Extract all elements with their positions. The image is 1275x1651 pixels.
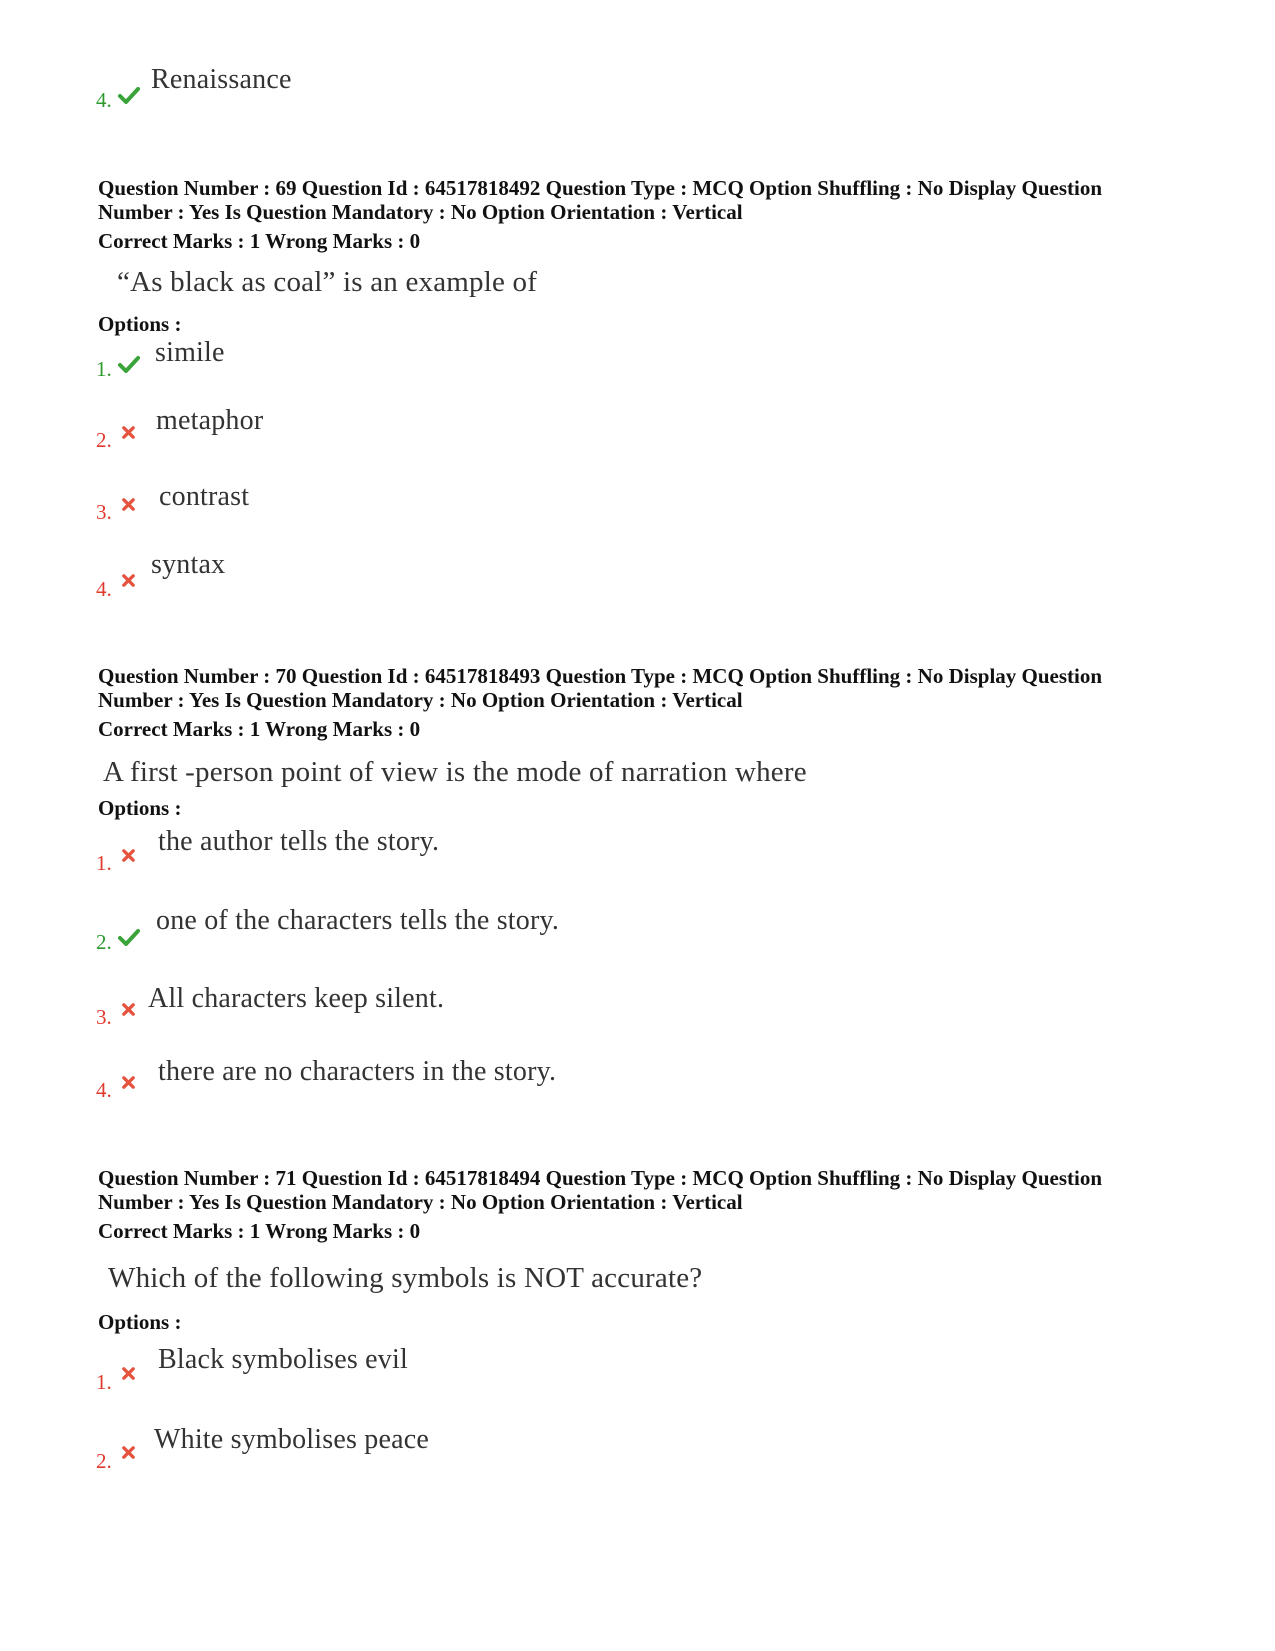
option-number: 1. [96,851,112,875]
option-text: there are no characters in the story. [158,1056,557,1087]
option-text: White symbolises peace [154,1424,429,1455]
option-number: 2. [96,1449,112,1473]
option-number: 2. [96,930,112,954]
check-icon [118,86,140,104]
question-meta-line-2: Number : Yes Is Question Mandatory : No Option Orientation : Vertical [98,688,743,712]
option-text: syntax [151,549,226,580]
option-text: Renaissance [151,64,292,95]
question-meta-line-1: Question Number : 69 Question Id : 64517818492 Question Type : MCQ Option Shuffling : No Display Question [98,176,1103,200]
option-number: 3. [96,1005,112,1029]
check-icon [118,355,140,373]
question-meta-line-1: Question Number : 71 Question Id : 64517818494 Question Type : MCQ Option Shuffling : No Display Question [98,1166,1103,1190]
option-number: 4. [96,577,112,601]
option-text: contrast [159,481,250,512]
question-marks: Correct Marks : 1 Wrong Marks : 0 [98,717,421,741]
question-text: A first -person point of view is the mode of narration where [103,756,807,788]
cross-icon [121,1366,136,1381]
option-text: the author tells the story. [158,826,440,857]
cross-icon [121,1002,136,1017]
question-text: Which of the following symbols is NOT accurate? [108,1262,703,1294]
check-icon [118,928,140,946]
cross-icon [121,1445,136,1460]
option-text: simile [155,337,225,368]
option-number: 1. [96,357,112,381]
option-text: All characters keep silent. [148,983,445,1014]
question-meta-line-1: Question Number : 70 Question Id : 64517818493 Question Type : MCQ Option Shuffling : No Display Question [98,664,1103,688]
question-marks: Correct Marks : 1 Wrong Marks : 0 [98,1219,421,1243]
option-number: 3. [96,500,112,524]
cross-icon [121,573,136,588]
question-text: “As black as coal” is an example of [117,266,538,298]
options-label: Options : [98,796,182,820]
option-number: 2. [96,428,112,452]
option-text: Black symbolises evil [158,1344,408,1375]
option-number: 4. [96,88,112,112]
question-meta-line-2: Number : Yes Is Question Mandatory : No Option Orientation : Vertical [98,1190,743,1214]
option-number: 4. [96,1078,112,1102]
cross-icon [121,425,136,440]
cross-icon [121,848,136,863]
question-meta-line-2: Number : Yes Is Question Mandatory : No Option Orientation : Vertical [98,200,743,224]
cross-icon [121,497,136,512]
question-marks: Correct Marks : 1 Wrong Marks : 0 [98,229,421,253]
option-text: one of the characters tells the story. [156,905,560,936]
options-label: Options : [98,312,182,336]
cross-icon [121,1075,136,1090]
options-label: Options : [98,1310,182,1334]
option-number: 1. [96,1370,112,1394]
option-text: metaphor [156,405,264,436]
